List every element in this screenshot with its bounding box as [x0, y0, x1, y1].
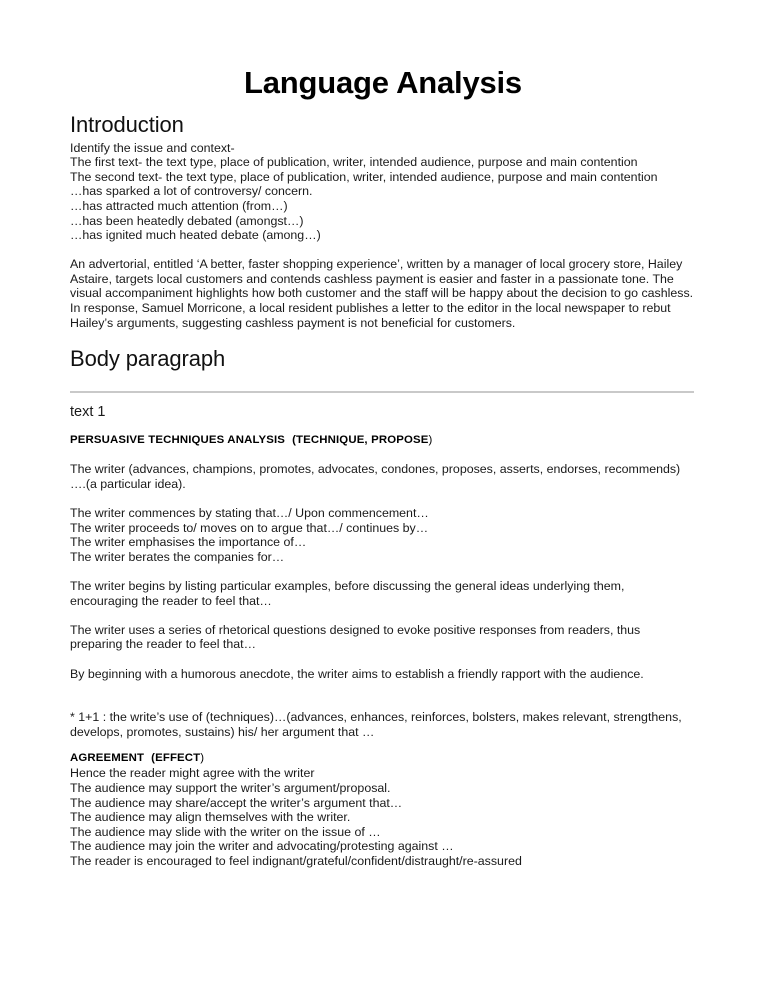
- persuasive-paragraph-text: The writer (advances, champions, promotes, advocates, condones, proposes, asserts, endorses, recommends) ….(a particular idea).: [70, 462, 681, 491]
- agreement-heading: [70, 751, 696, 766]
- agreement-line: The audience may share/accept the writer’s argument that…: [70, 795, 403, 810]
- persuasive-paragraph-text: The writer uses a series of rhetorical questions designed to evoke positive responses from readers, thus preparing the reader to feel that…: [70, 622, 641, 652]
- persuasive-paragraph-3: [70, 623, 696, 652]
- agreement-line: The reader is encouraged to feel indignant/grateful/confident/distraught/re-assured: [70, 854, 522, 869]
- verb-line: The writer proceeds to/ moves on to argue that…/ continues by…: [70, 520, 429, 535]
- agreement-line: The audience may support the writer’s argument/proposal.: [70, 781, 391, 796]
- persuasive-techniques-heading: [70, 433, 696, 448]
- section-heading-body-paragraph: Body paragraph: [70, 346, 226, 372]
- verb-line: The writer emphasises the importance of…: [70, 535, 307, 550]
- agreement-heading-paren-close: ): [200, 752, 205, 765]
- introduction-example-paragraph: An advertorial, entitled ‘A better, faster shopping experience’, written by a manager of local grocery store, Hailey Astaire, targets local customers and contends cashless payment is easier and faster in a passionate tone. The visual accompaniment highlights how both customer and the staff will be happy about the decision to go cashless. In response, Samuel Morricone, a local resident publishes a letter to the editor in the local newspaper to rebut Hailey’s arguments, suggesting cashless payment is not beneficial for customers.: [70, 257, 694, 330]
- agreement-lines: [70, 766, 696, 868]
- document-content: [70, 0, 696, 869]
- agreement-line: The audience may slide with the writer on the issue of …: [70, 824, 381, 839]
- intro-line: The first text- the text type, place of publication, writer, intended audience, purpose and main contention: [70, 155, 638, 170]
- persuasive-heading-paren-open: (TECHNIQUE,: [292, 434, 368, 447]
- intro-line: …has ignited much heated debate (among…): [70, 228, 321, 243]
- intro-line: Identify the issue and context-: [70, 140, 235, 155]
- section-divider: [70, 391, 694, 393]
- intro-line: The second text- the text type, place of publication, writer, intended audience, purpose and main contention: [70, 169, 658, 184]
- persuasive-heading-paren-close: ): [428, 434, 433, 447]
- persuasive-heading-paren-rest: PROPOSE: [371, 434, 429, 447]
- persuasive-verb-lines: [70, 506, 696, 564]
- agreement-line: Hence the reader might agree with the writer: [70, 766, 315, 781]
- agreement-line: The audience may join the writer and advocating/protesting against …: [70, 839, 454, 854]
- page-title: Language Analysis: [244, 65, 522, 100]
- note-text: * 1+1 : the write’s use of (techniques)…(advances, enhances, reinforces, bolsters, makes relevant, strengthens, develops, promotes, sustains) his/ her argument that …: [70, 710, 682, 739]
- section-heading-introduction: Introduction: [70, 111, 184, 137]
- agreement-heading-paren-open: (EFFECT: [151, 752, 201, 765]
- agreement-heading-main: AGREEMENT: [70, 752, 145, 765]
- persuasive-paragraph-2: [70, 579, 696, 608]
- text-1-label: text 1: [70, 404, 106, 421]
- intro-line: …has sparked a lot of controversy/ concern.: [70, 184, 313, 199]
- persuasive-heading-main: PERSUASIVE TECHNIQUES ANALYSIS: [70, 434, 286, 447]
- one-plus-one-note: [70, 710, 696, 739]
- intro-line: …has been heatedly debated (amongst…): [70, 213, 304, 228]
- paragraph-spacer: [70, 243, 696, 258]
- persuasive-paragraph-1: [70, 462, 696, 491]
- persuasive-paragraph-text: The writer begins by listing particular examples, before discussing the general ideas underlying them, encouraging the reader to feel that…: [70, 579, 625, 608]
- intro-line: …has attracted much attention (from…): [70, 198, 288, 213]
- persuasive-paragraph-4: [70, 667, 696, 682]
- introduction-lines: [70, 141, 696, 331]
- agreement-line: The audience may align themselves with the writer.: [70, 810, 351, 825]
- persuasive-paragraph-text: By beginning with a humorous anecdote, the writer aims to establish a friendly rapport with the audience.: [70, 666, 644, 681]
- verb-line: The writer berates the companies for…: [70, 549, 285, 564]
- verb-line: The writer commences by stating that…/ Upon commencement…: [70, 506, 429, 521]
